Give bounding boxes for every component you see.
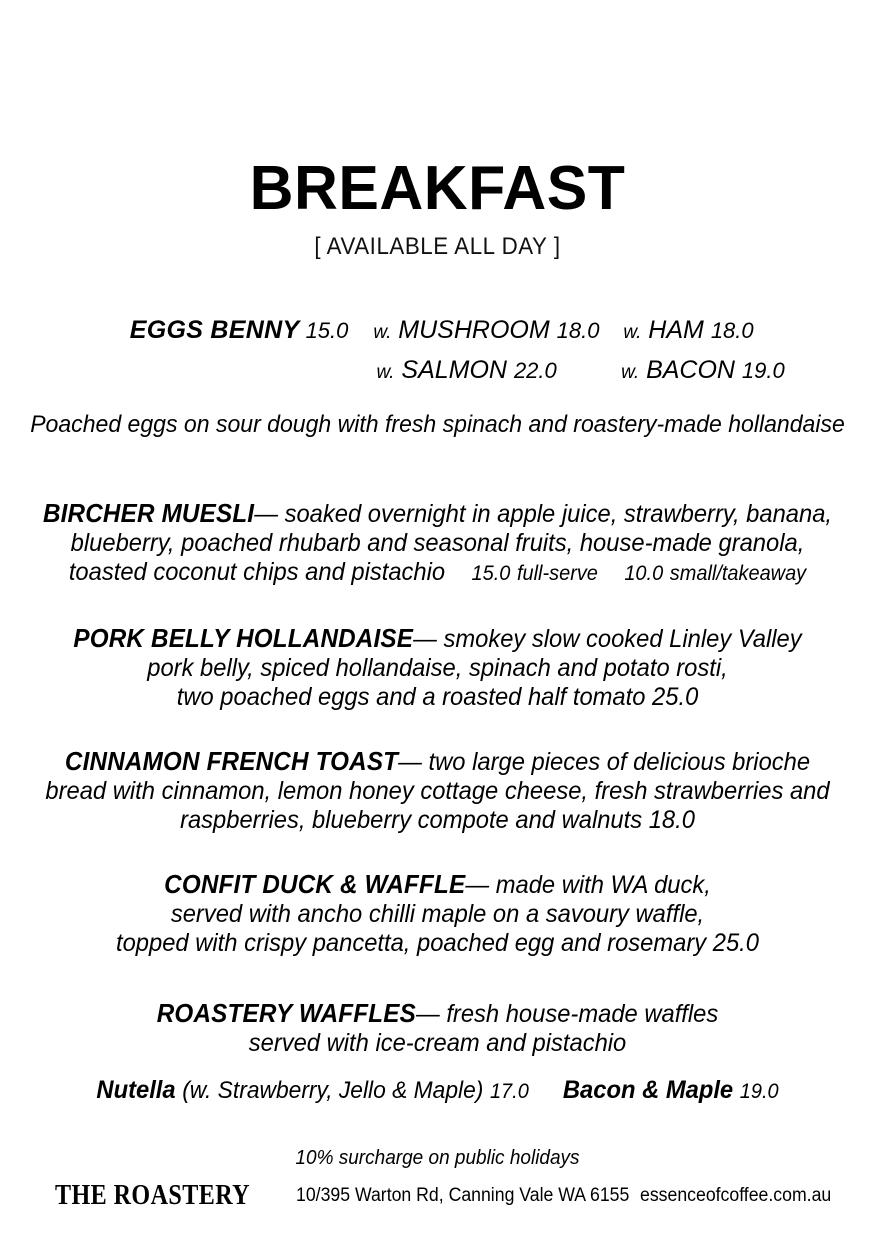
bircher-price-full-note: full-serve bbox=[516, 562, 598, 585]
pork-desc-1: smokey slow cooked Linley Valley bbox=[443, 625, 802, 653]
eggs-benny-base-price: 15.0 bbox=[305, 318, 349, 343]
masthead bbox=[0, 154, 875, 261]
menu-item-cinnamon-french-toast bbox=[0, 748, 875, 835]
eggs-benny-name-cell bbox=[0, 316, 348, 345]
eggs-benny-row-1 bbox=[0, 316, 875, 356]
variant-prefix-ham: w. bbox=[623, 322, 642, 343]
pork-line-2: pork belly, spiced hollandaise, spinach and potato rosti, bbox=[147, 654, 728, 682]
eggs-benny-variant-ham bbox=[598, 316, 875, 345]
bircher-desc-3: toasted coconut chips and pistachio bbox=[68, 558, 446, 586]
variant-price-salmon: 22.0 bbox=[513, 358, 557, 383]
bircher-desc-1: soaked overnight in apple juice, strawberry, banana, bbox=[284, 500, 833, 528]
bircher-line-2: blueberry, poached rhubarb and seasonal fruits, house-made granola, bbox=[70, 529, 805, 557]
duck-line-3: topped with crispy pancetta, poached egg and rosemary 25.0 bbox=[115, 929, 759, 957]
french-line-2: bread with cinnamon, lemon honey cottage cheese, fresh strawberries and bbox=[45, 777, 830, 805]
pork-name: PORK BELLY HOLLANDAISE bbox=[73, 625, 414, 653]
duck-desc-1: made with WA duck, bbox=[495, 871, 711, 899]
variant-prefix-mushroom: w. bbox=[373, 322, 392, 343]
eggs-benny-description: Poached eggs on sour dough with fresh spinach and roastery-made hollandaise bbox=[30, 411, 845, 438]
waffles-dash: — bbox=[415, 1000, 440, 1028]
french-line-1 bbox=[22, 748, 853, 777]
bircher-line-1 bbox=[22, 500, 853, 529]
duck-dash: — bbox=[465, 871, 490, 899]
french-desc-1: two large pieces of delicious brioche bbox=[428, 748, 811, 776]
duck-line-1 bbox=[22, 871, 853, 900]
bircher-price-small-note: small/takeaway bbox=[669, 562, 807, 585]
menu-item-confit-duck-waffle bbox=[0, 871, 875, 958]
bircher-dash: — bbox=[254, 500, 278, 528]
footer-address: 10/395 Warton Rd, Canning Vale WA 6155 bbox=[296, 1185, 630, 1206]
french-dash: — bbox=[398, 748, 422, 776]
bircher-price-full: 15.0 bbox=[471, 562, 511, 585]
brand-logo: THE ROASTERY bbox=[55, 1180, 250, 1211]
eggs-benny-row-2 bbox=[0, 356, 875, 396]
menu-item-bircher-muesli bbox=[0, 500, 875, 588]
variant-price-bacon: 19.0 bbox=[741, 358, 785, 383]
french-name: CINNAMON FRENCH TOAST bbox=[64, 748, 399, 776]
pork-line-3: two poached eggs and a roasted half tomato 25.0 bbox=[176, 683, 699, 711]
eggs-benny-variant-salmon bbox=[351, 356, 596, 385]
pork-dash: — bbox=[413, 625, 437, 653]
variant-label-bacon: BACON bbox=[646, 356, 735, 384]
waffles-line-1 bbox=[22, 1000, 853, 1029]
variant-prefix-bacon: w. bbox=[621, 362, 640, 383]
availability-note: [ AVAILABLE ALL DAY ] bbox=[314, 233, 561, 260]
duck-name: CONFIT DUCK & WAFFLE bbox=[164, 871, 466, 899]
menu-item-roastery-waffles bbox=[0, 1000, 875, 1105]
waffles-desc-1: fresh house-made waffles bbox=[446, 1000, 719, 1028]
waffle-option-nutella-price: 17.0 bbox=[489, 1080, 529, 1103]
eggs-benny-name: EGGS BENNY bbox=[129, 316, 300, 344]
bircher-price-small: 10.0 bbox=[624, 562, 664, 585]
surcharge-note: 10% surcharge on public holidays bbox=[295, 1147, 580, 1169]
waffles-name: ROASTERY WAFFLES bbox=[156, 1000, 416, 1028]
variant-prefix-salmon: w. bbox=[376, 362, 395, 383]
duck-line-2: served with ancho chilli maple on a savoury waffle, bbox=[170, 900, 705, 928]
variant-price-mushroom: 18.0 bbox=[556, 318, 600, 343]
menu-item-eggs-benny bbox=[0, 316, 875, 439]
eggs-benny-variant-bacon bbox=[596, 356, 875, 385]
waffles-line-2: served with ice-cream and pistachio bbox=[248, 1029, 627, 1057]
variant-label-salmon: SALMON bbox=[401, 356, 507, 384]
waffle-option-bacon-maple-price: 19.0 bbox=[739, 1080, 779, 1103]
waffle-option-nutella-detail: (w. Strawberry, Jello & Maple) bbox=[182, 1077, 484, 1104]
menu-item-pork-belly-hollandaise bbox=[0, 625, 875, 712]
bircher-name: BIRCHER MUESLI bbox=[42, 500, 255, 528]
variant-label-ham: HAM bbox=[648, 316, 704, 344]
pork-line-1 bbox=[22, 625, 853, 654]
bircher-line-3 bbox=[22, 558, 853, 588]
waffle-options-row bbox=[22, 1076, 853, 1105]
french-line-3: raspberries, blueberry compote and walnuts 18.0 bbox=[180, 806, 695, 834]
footer bbox=[0, 1180, 875, 1220]
page-title: BREAKFAST bbox=[249, 154, 626, 223]
waffle-option-bacon-maple-name: Bacon & Maple bbox=[562, 1076, 734, 1104]
eggs-benny-variant-mushroom bbox=[348, 316, 598, 345]
footer-website[interactable]: essenceofcoffee.com.au bbox=[640, 1185, 832, 1206]
variant-label-mushroom: MUSHROOM bbox=[398, 316, 550, 344]
waffle-option-nutella-name: Nutella bbox=[96, 1076, 176, 1104]
variant-price-ham: 18.0 bbox=[710, 318, 754, 343]
